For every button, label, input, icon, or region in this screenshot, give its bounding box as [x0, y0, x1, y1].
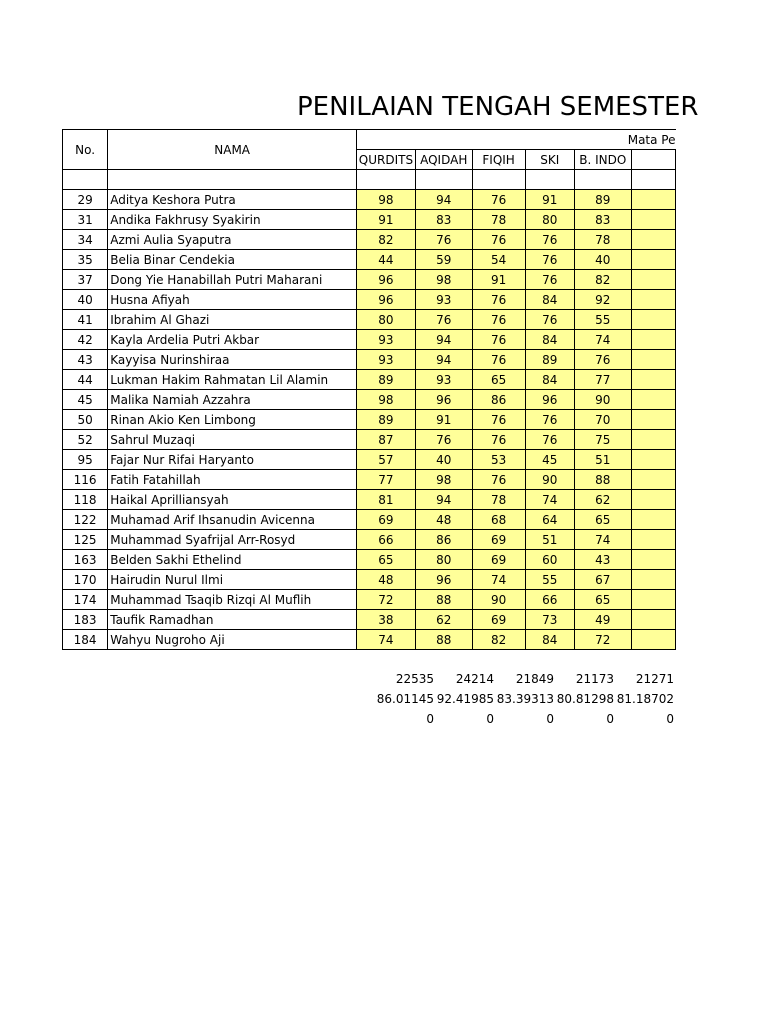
table-row — [63, 210, 676, 230]
student-number[interactable]: 95 — [63, 450, 108, 470]
score-cell[interactable]: 59 — [415, 250, 472, 270]
student-number[interactable]: 43 — [63, 350, 108, 370]
student-name[interactable]: Haikal Aprilliansyah — [108, 490, 357, 510]
score-cell[interactable]: 81 — [357, 490, 416, 510]
student-number[interactable]: 29 — [63, 190, 108, 210]
student-name[interactable]: Muhammad Syafrijal Arr-Rosyd — [108, 530, 357, 550]
score-cell-clipped[interactable] — [631, 190, 675, 210]
score-cell-clipped[interactable] — [631, 610, 675, 630]
score-cell[interactable]: 89 — [574, 190, 631, 210]
score-cell-clipped[interactable] — [631, 450, 675, 470]
table-row — [63, 510, 676, 530]
student-number[interactable]: 31 — [63, 210, 108, 230]
score-cell[interactable]: 89 — [525, 350, 574, 370]
score-cell[interactable]: 90 — [472, 590, 525, 610]
score-cell[interactable]: 76 — [472, 470, 525, 490]
score-cell-clipped[interactable] — [631, 470, 675, 490]
score-cell[interactable]: 65 — [574, 590, 631, 610]
header-mata-pelajaran: Mata Pe — [357, 130, 676, 150]
spacer-cell — [525, 170, 574, 190]
page-title: PENILAIAN TENGAH SEMESTER — [297, 92, 699, 122]
student-name[interactable]: Kayla Ardelia Putri Akbar — [108, 330, 357, 350]
score-cell[interactable]: 80 — [357, 310, 416, 330]
spacer-cell — [63, 170, 108, 190]
score-cell[interactable]: 53 — [472, 450, 525, 470]
score-cell[interactable]: 40 — [574, 250, 631, 270]
score-cell[interactable]: 76 — [525, 270, 574, 290]
student-number[interactable]: 118 — [63, 490, 108, 510]
score-cell[interactable]: 67 — [574, 570, 631, 590]
student-number[interactable]: 34 — [63, 230, 108, 250]
total-value[interactable]: 83.39313 — [496, 692, 554, 706]
score-cell[interactable]: 76 — [472, 330, 525, 350]
score-cell[interactable]: 51 — [525, 530, 574, 550]
score-cell[interactable]: 94 — [415, 350, 472, 370]
table-row — [63, 530, 676, 550]
score-cell-clipped[interactable] — [631, 330, 675, 350]
score-cell[interactable]: 70 — [574, 410, 631, 430]
score-cell[interactable]: 84 — [525, 370, 574, 390]
total-value[interactable]: 81.18702 — [616, 692, 674, 706]
totals-row — [375, 669, 675, 689]
score-cell[interactable]: 76 — [525, 250, 574, 270]
totals-row — [375, 689, 675, 709]
score-cell[interactable]: 49 — [574, 610, 631, 630]
total-value[interactable]: 80.81298 — [556, 692, 614, 706]
score-cell[interactable]: 55 — [525, 570, 574, 590]
score-cell[interactable]: 94 — [415, 490, 472, 510]
table-row — [63, 450, 676, 470]
table-row — [63, 330, 676, 350]
header-nama: NAMA — [108, 130, 357, 170]
student-name[interactable]: Dong Yie Hanabillah Putri Maharani — [108, 270, 357, 290]
score-cell[interactable]: 55 — [574, 310, 631, 330]
table-row — [63, 490, 676, 510]
student-number[interactable]: 44 — [63, 370, 108, 390]
total-value[interactable]: 0 — [546, 712, 554, 726]
score-cell[interactable]: 76 — [472, 290, 525, 310]
score-cell[interactable]: 66 — [525, 590, 574, 610]
score-cell[interactable]: 88 — [574, 470, 631, 490]
total-value[interactable]: 21271 — [635, 672, 674, 686]
student-number[interactable]: 174 — [63, 590, 108, 610]
score-cell[interactable]: 93 — [415, 290, 472, 310]
table-row — [63, 470, 676, 490]
score-cell[interactable]: 82 — [357, 230, 416, 250]
score-cell[interactable]: 94 — [415, 330, 472, 350]
student-number[interactable]: 122 — [63, 510, 108, 530]
student-name[interactable]: Belden Sakhi Ethelind — [108, 550, 357, 570]
table-body — [63, 130, 676, 650]
score-cell-clipped[interactable] — [631, 270, 675, 290]
student-number[interactable]: 50 — [63, 410, 108, 430]
score-cell[interactable]: 76 — [525, 430, 574, 450]
score-cell[interactable]: 77 — [574, 370, 631, 390]
score-cell[interactable]: 76 — [472, 430, 525, 450]
spacer-cell — [415, 170, 472, 190]
table-row — [63, 370, 676, 390]
total-value[interactable]: 0 — [486, 712, 494, 726]
score-cell[interactable]: 88 — [415, 590, 472, 610]
student-number[interactable]: 41 — [63, 310, 108, 330]
score-cell[interactable]: 80 — [415, 550, 472, 570]
score-cell[interactable]: 93 — [415, 370, 472, 390]
spacer-cell — [631, 170, 675, 190]
student-name[interactable]: Ibrahim Al Ghazi — [108, 310, 357, 330]
score-cell[interactable]: 65 — [357, 550, 416, 570]
student-number[interactable]: 184 — [63, 630, 108, 650]
score-cell-clipped[interactable] — [631, 290, 675, 310]
header-subject: QURDITS — [357, 150, 416, 170]
student-number[interactable]: 37 — [63, 270, 108, 290]
score-cell[interactable]: 91 — [472, 270, 525, 290]
score-cell[interactable]: 93 — [357, 330, 416, 350]
spacer-cell — [108, 170, 357, 190]
table-row — [63, 610, 676, 630]
student-number[interactable]: 40 — [63, 290, 108, 310]
score-cell[interactable]: 40 — [415, 450, 472, 470]
table-row — [63, 550, 676, 570]
grade-table — [62, 129, 676, 650]
score-cell[interactable]: 68 — [472, 510, 525, 530]
score-cell[interactable]: 83 — [415, 210, 472, 230]
header-subject: FIQIH — [472, 150, 525, 170]
student-name[interactable]: Azmi Aulia Syaputra — [108, 230, 357, 250]
score-cell[interactable]: 96 — [357, 270, 416, 290]
score-cell[interactable]: 98 — [357, 390, 416, 410]
score-cell[interactable]: 69 — [357, 510, 416, 530]
score-cell[interactable]: 64 — [525, 510, 574, 530]
score-cell[interactable]: 62 — [574, 490, 631, 510]
score-cell[interactable]: 89 — [357, 370, 416, 390]
score-cell[interactable]: 91 — [525, 190, 574, 210]
table-row — [63, 270, 676, 290]
spacer-cell — [472, 170, 525, 190]
table-row — [63, 590, 676, 610]
score-cell[interactable]: 92 — [574, 290, 631, 310]
score-cell[interactable]: 96 — [357, 290, 416, 310]
header-subject: AQIDAH — [415, 150, 472, 170]
total-value[interactable]: 86.01145 — [376, 692, 434, 706]
score-cell[interactable]: 86 — [415, 530, 472, 550]
student-name[interactable]: Muhammad Tsaqib Rizqi Al Muflih — [108, 590, 357, 610]
score-cell-clipped[interactable] — [631, 430, 675, 450]
student-number[interactable]: 45 — [63, 390, 108, 410]
student-name[interactable]: Sahrul Muzaqi — [108, 430, 357, 450]
table-row — [63, 190, 676, 210]
score-cell-clipped[interactable] — [631, 590, 675, 610]
score-cell[interactable]: 76 — [472, 350, 525, 370]
table-row — [63, 350, 676, 370]
total-value[interactable]: 21173 — [575, 672, 614, 686]
totals-block — [375, 669, 675, 729]
score-cell[interactable]: 83 — [574, 210, 631, 230]
score-cell[interactable]: 78 — [574, 230, 631, 250]
score-cell[interactable]: 76 — [472, 410, 525, 430]
student-name[interactable]: Fajar Nur Rifai Haryanto — [108, 450, 357, 470]
score-cell[interactable]: 69 — [472, 530, 525, 550]
score-cell[interactable]: 75 — [574, 430, 631, 450]
score-cell[interactable]: 86 — [472, 390, 525, 410]
total-value[interactable]: 92.41985 — [436, 692, 494, 706]
score-cell[interactable]: 69 — [472, 550, 525, 570]
score-cell[interactable]: 48 — [357, 570, 416, 590]
score-cell[interactable]: 66 — [357, 530, 416, 550]
score-cell[interactable]: 89 — [357, 410, 416, 430]
score-cell[interactable]: 87 — [357, 430, 416, 450]
table-row — [63, 250, 676, 270]
score-cell[interactable]: 76 — [415, 310, 472, 330]
score-cell[interactable]: 90 — [574, 390, 631, 410]
score-cell[interactable]: 84 — [525, 630, 574, 650]
score-cell[interactable]: 98 — [415, 270, 472, 290]
table-row — [63, 630, 676, 650]
student-name[interactable]: Belia Binar Cendekia — [108, 250, 357, 270]
score-cell[interactable]: 82 — [574, 270, 631, 290]
student-number[interactable]: 170 — [63, 570, 108, 590]
score-cell[interactable]: 98 — [415, 470, 472, 490]
score-cell-clipped[interactable] — [631, 310, 675, 330]
score-cell[interactable]: 74 — [574, 330, 631, 350]
score-cell[interactable]: 91 — [415, 410, 472, 430]
score-cell[interactable]: 77 — [357, 470, 416, 490]
student-number[interactable]: 35 — [63, 250, 108, 270]
score-cell[interactable]: 76 — [525, 230, 574, 250]
header-subject: SKI — [525, 150, 574, 170]
student-number[interactable]: 125 — [63, 530, 108, 550]
score-cell[interactable]: 76 — [525, 410, 574, 430]
score-cell-clipped[interactable] — [631, 510, 675, 530]
spacer-row — [63, 170, 676, 190]
score-cell[interactable]: 88 — [415, 630, 472, 650]
score-cell[interactable]: 48 — [415, 510, 472, 530]
student-number[interactable]: 52 — [63, 430, 108, 450]
student-name[interactable]: Lukman Hakim Rahmatan Lil Alamin — [108, 370, 357, 390]
total-value[interactable]: 0 — [666, 712, 674, 726]
score-cell[interactable]: 51 — [574, 450, 631, 470]
table-row — [63, 290, 676, 310]
table-row — [63, 570, 676, 590]
score-cell[interactable]: 73 — [525, 610, 574, 630]
score-cell-clipped[interactable] — [631, 210, 675, 230]
student-name[interactable]: Andika Fakhrusy Syakirin — [108, 210, 357, 230]
score-cell[interactable]: 54 — [472, 250, 525, 270]
score-cell[interactable]: 65 — [574, 510, 631, 530]
table-row — [63, 230, 676, 250]
score-cell-clipped[interactable] — [631, 230, 675, 250]
score-cell[interactable]: 96 — [415, 570, 472, 590]
score-cell[interactable]: 74 — [574, 530, 631, 550]
score-cell[interactable]: 90 — [525, 470, 574, 490]
score-cell[interactable]: 91 — [357, 210, 416, 230]
score-cell-clipped[interactable] — [631, 630, 675, 650]
score-cell[interactable]: 62 — [415, 610, 472, 630]
score-cell[interactable]: 98 — [357, 190, 416, 210]
student-number[interactable]: 183 — [63, 610, 108, 630]
score-cell[interactable]: 76 — [472, 230, 525, 250]
table-row — [63, 410, 676, 430]
score-cell-clipped[interactable] — [631, 390, 675, 410]
total-value[interactable]: 0 — [606, 712, 614, 726]
score-cell[interactable]: 44 — [357, 250, 416, 270]
table-row — [63, 310, 676, 330]
header-subject: B. INDO — [574, 150, 631, 170]
score-cell[interactable]: 84 — [525, 290, 574, 310]
score-cell-clipped[interactable] — [631, 350, 675, 370]
total-value[interactable]: 22535 — [395, 672, 434, 686]
total-value[interactable]: 0 — [426, 712, 434, 726]
score-cell[interactable]: 74 — [472, 570, 525, 590]
student-number[interactable]: 163 — [63, 550, 108, 570]
student-name[interactable]: Muhamad Arif Ihsanudin Avicenna — [108, 510, 357, 530]
score-cell[interactable]: 72 — [574, 630, 631, 650]
score-cell[interactable]: 82 — [472, 630, 525, 650]
student-name[interactable]: Wahyu Nugroho Aji — [108, 630, 357, 650]
score-cell-clipped[interactable] — [631, 570, 675, 590]
student-number[interactable]: 116 — [63, 470, 108, 490]
score-cell[interactable]: 76 — [415, 230, 472, 250]
header-subject-clipped — [631, 150, 675, 170]
student-name[interactable]: Kayyisa Nurinshiraa — [108, 350, 357, 370]
score-cell[interactable]: 84 — [525, 330, 574, 350]
totals-row — [375, 709, 675, 729]
score-cell[interactable]: 96 — [525, 390, 574, 410]
score-cell[interactable]: 80 — [525, 210, 574, 230]
header-row-top — [63, 130, 676, 150]
score-cell[interactable]: 65 — [472, 370, 525, 390]
spacer-cell — [574, 170, 631, 190]
score-cell[interactable]: 78 — [472, 210, 525, 230]
student-name[interactable]: Aditya Keshora Putra — [108, 190, 357, 210]
score-cell[interactable]: 94 — [415, 190, 472, 210]
score-cell[interactable]: 76 — [574, 350, 631, 370]
score-cell[interactable]: 78 — [472, 490, 525, 510]
score-cell[interactable]: 60 — [525, 550, 574, 570]
score-cell[interactable]: 74 — [357, 630, 416, 650]
score-cell[interactable]: 38 — [357, 610, 416, 630]
table-row — [63, 390, 676, 410]
score-cell[interactable]: 57 — [357, 450, 416, 470]
score-cell[interactable]: 72 — [357, 590, 416, 610]
student-number[interactable]: 42 — [63, 330, 108, 350]
total-value[interactable]: 24214 — [455, 672, 494, 686]
score-cell[interactable]: 45 — [525, 450, 574, 470]
student-name[interactable]: Husna Afiyah — [108, 290, 357, 310]
score-cell-clipped[interactable] — [631, 370, 675, 390]
student-name[interactable]: Malika Namiah Azzahra — [108, 390, 357, 410]
score-cell-clipped[interactable] — [631, 550, 675, 570]
score-cell[interactable]: 76 — [525, 310, 574, 330]
score-cell[interactable]: 93 — [357, 350, 416, 370]
score-cell[interactable]: 74 — [525, 490, 574, 510]
score-cell-clipped[interactable] — [631, 250, 675, 270]
student-name[interactable]: Fatih Fatahillah — [108, 470, 357, 490]
score-cell[interactable]: 76 — [415, 430, 472, 450]
table-row — [63, 430, 676, 450]
student-name[interactable]: Hairudin Nurul Ilmi — [108, 570, 357, 590]
header-no: No. — [63, 130, 108, 170]
student-name[interactable]: Rinan Akio Ken Limbong — [108, 410, 357, 430]
score-cell[interactable]: 96 — [415, 390, 472, 410]
spacer-cell — [357, 170, 416, 190]
total-value[interactable]: 21849 — [515, 672, 554, 686]
student-name[interactable]: Taufik Ramadhan — [108, 610, 357, 630]
score-cell[interactable]: 43 — [574, 550, 631, 570]
score-cell[interactable]: 76 — [472, 310, 525, 330]
score-cell-clipped[interactable] — [631, 530, 675, 550]
score-cell-clipped[interactable] — [631, 490, 675, 510]
score-cell-clipped[interactable] — [631, 410, 675, 430]
score-cell[interactable]: 76 — [472, 190, 525, 210]
score-cell[interactable]: 69 — [472, 610, 525, 630]
